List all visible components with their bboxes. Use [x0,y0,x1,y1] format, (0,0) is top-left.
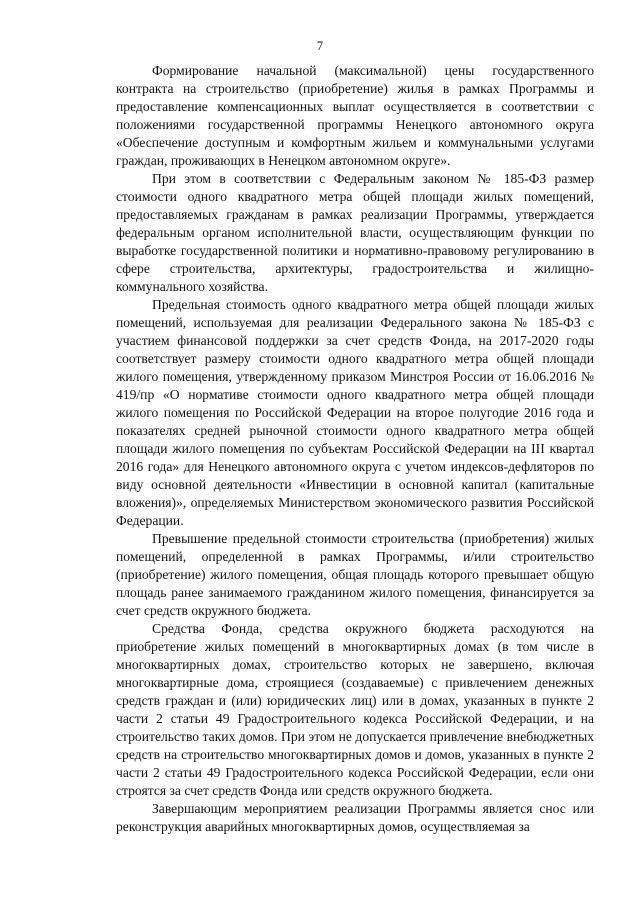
page-number: 7 [316,39,324,53]
paragraph-pricing: Формирование начальной (максимальной) цены государственного контракта на строительство (приобретение) жилья в рамках Программы и предоставление компенсационных выплат осуществляется в соответствии с положениями государственной программы Ненецкого автономного округа «Обеспечение доступным и комфортным жильем и коммунальными услугами граждан, проживающих в Ненецком автономном округе». [116,63,594,168]
paragraph-maximum-cost: Предельная стоимость одного квадратного метра общей площади жилых помещений, используемая для реализации Федерального закона № 185-ФЗ с участием финансовой поддержки за счет средств Фонда, на 2017-2020 годы соответствует размеру стоимости одного квадратного метра общей площади жилого помещения, утвержденному приказом Минстроя России от 16.06.2016 № 419/пр «О нормативе стоимости одного квадратного метра общей площади жилого помещения по Российской Федерации на второе полугодие 2016 года и показателях средней рыночной стоимости одного квадратного метра общей площади жилого помещения по субъектам Российской Федерации на III квартал 2016 года» для Ненецкого автономного округа с учетом индексов-дефляторов по виду основной деятельности «Инвестиции в основной капитал (капитальные вложения)», определяемых Министерством экономического развития Российской Федерации. [116,297,594,528]
paragraph-fund-spending: Средства Фонда, средства окружного бюджета расходуются на приобретение жилых помещений в многоквартирных домах (в том числе в многоквартирных домах, строительство которых не завершено, включая многоквартирные дома, строящиеся (создаваемые) с привлечением денежных средств граждан и (или) юридических лиц) или в домах, указанных в пункте 2 части 2 статьи 49 Градостроительного кодекса Российской Федерации, и на строительство таких домов. При этом не допускается привлечение внебюджетных средств на строительство многоквартирных домов и домов, указанных в пункте 2 части 2 статьи 49 Градостроительного кодекса Российской Федерации, если они строятся за счет средств Фонда или средств окружного бюджета. [116,621,594,798]
paragraph-cost-excess: Превышение предельной стоимости строительства (приобретения) жилых помещений, определенной в рамках Программы, и/или строительство (приобретение) жилого помещения, общая площадь которого превышает общую площадь ранее занимаемого гражданином жилого помещения, финансируется за счет средств окружного бюджета. [116,531,594,618]
paragraph-final-measure: Завершающим мероприятием реализации Программы является снос или реконструкция аварийных многоквартирных домов, осуществляемая за [116,801,594,834]
document-body [116,62,594,836]
paragraph-federal-law-cost: При этом в соответствии с Федеральным законом № 185-ФЗ размер стоимости одного квадратного метра общей площади жилых помещений, предоставляемых гражданам в рамках реализации Программы, утверждается федеральным органом исполнительной власти, осуществляющим функции по выработке государственной политики и нормативно-правовому регулированию в сфере строительства, архитектуры, градостроительства и жилищно-коммунального хозяйства. [116,171,594,294]
